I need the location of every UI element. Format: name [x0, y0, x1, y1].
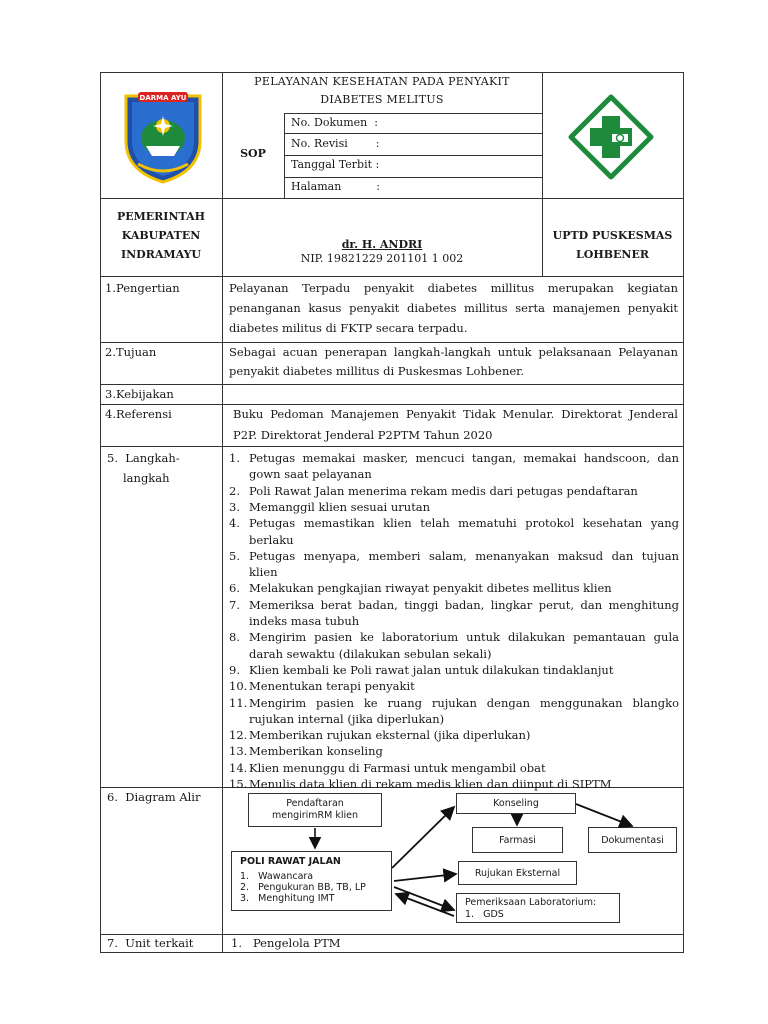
step-number: 6.	[229, 581, 240, 596]
org-left-line1: PEMERINTAH	[116, 210, 206, 223]
org-right-line1: UPTD PUSKESMAS	[552, 229, 673, 242]
section-diagram-label: 6. Diagram Alir	[107, 790, 201, 804]
step-number: 4.	[229, 516, 240, 531]
step-text: indeks masa tubuh	[249, 614, 360, 628]
step-text: Memanggil klien sesuai urutan	[249, 499, 431, 514]
section-referensi-label: 4.Referensi	[105, 407, 172, 421]
node-rujukan-eksternal: Rujukan Eksternal	[458, 861, 577, 885]
step-text: darah sewaktu (dilakukan sebulan sekali)	[249, 646, 492, 661]
step-number: 2.	[229, 483, 240, 498]
node-dokumentasi: Dokumentasi	[588, 827, 677, 853]
arrow-konseling-to-dokumentasi	[576, 804, 632, 826]
node-lab-line1: Pemeriksaan Laboratorium:	[465, 897, 597, 908]
pengertian-line1: Pelayanan Terpadu penyakit diabetes millitus merupakan kegiatan	[229, 281, 678, 295]
step-text: berlaku	[249, 532, 294, 547]
pengertian-line2: penanganan kasus penyakit diabetes millitus serta manajemen penyakit	[229, 301, 678, 315]
node-pendaftaran-line1: Pendaftaran	[286, 798, 344, 809]
step-text: Menulis data klien di rekam medis klien dan diinput di SIPTM	[249, 777, 612, 791]
tujuan-line2: penyakit diabetes millitus di Puskesmas Lohbener.	[229, 364, 525, 378]
node-poli-item-3: 3. Menghitung IMT	[240, 893, 335, 904]
org-left-line2: KABUPATEN	[121, 229, 201, 242]
sop-title-line1: PELAYANAN KESEHATAN PADA PENYAKIT	[254, 75, 510, 88]
step-number: 8.	[229, 630, 240, 645]
section-langkah-label-2: langkah	[123, 471, 170, 485]
node-poli-title: POLI RAWAT JALAN	[240, 856, 341, 867]
step-text: Memeriksa berat badan, tinggi badan, lingkar perut, dan menghitung	[249, 597, 679, 612]
step-text: Klien kembali ke Poli rawat jalan untuk dilakukan tindaklanjut	[249, 662, 614, 677]
arrow-poli-to-konseling	[392, 807, 454, 868]
page-field: Halaman :	[291, 180, 380, 193]
arrow-lab-to-poli	[396, 894, 454, 916]
step-text: Klien menunggu di Farmasi untuk mengambil obat	[249, 760, 546, 775]
node-farmasi: Farmasi	[472, 827, 563, 853]
step-text: gown saat pelayanan	[249, 467, 372, 482]
step-text: klien	[249, 565, 278, 580]
step-number: 5.	[229, 548, 240, 563]
step-text: Mengirim pasien ke laboratorium untuk dilakukan pemantauan gula	[249, 630, 679, 645]
step-number: 15.	[229, 777, 248, 791]
step-text: Petugas memastikan klien telah mematuhi protokol kesehatan yang	[249, 516, 679, 531]
step-number: 3.	[229, 499, 240, 514]
step-text: Melakukan pengkajian riwayat penyakit dibetes mellitus klien	[249, 581, 612, 596]
section-tujuan-label: 2.Tujuan	[105, 345, 157, 359]
step-text: Memberikan rujukan eksternal (jika diperlukan)	[249, 728, 531, 743]
signer-nip: NIP. 19821229 201101 1 002	[300, 252, 464, 265]
org-right-line2: LOHBENER	[576, 248, 649, 261]
referensi-line1: Buku Pedoman Manajemen Penyakit Tidak Menular. Direktorat Jenderal	[233, 407, 678, 421]
node-lab-line2: 1. GDS	[465, 909, 504, 920]
arrow-poli-to-lab	[394, 887, 454, 910]
unit-item-1: 1. Pengelola PTM	[231, 936, 341, 950]
step-text: Menentukan terapi penyakit	[249, 679, 415, 694]
referensi-line2: P2P. Direktorat Jenderal P2PTM Tahun 2020	[233, 428, 493, 442]
step-number: 11.	[229, 695, 248, 710]
section-kebijakan-label: 3.Kebijakan	[105, 387, 174, 401]
section-pengertian-label: 1.Pengertian	[105, 281, 180, 295]
signer-name: dr. H. ANDRI	[341, 238, 423, 251]
step-number: 13.	[229, 744, 248, 759]
step-text: Memberikan konseling	[249, 744, 383, 759]
node-konseling: Konseling	[456, 793, 576, 814]
sop-label: SOP	[240, 147, 266, 160]
logo-banner-text: DARMA AYU	[139, 94, 187, 102]
doc-number-field: No. Dokumen :	[291, 116, 378, 129]
step-text: rujukan internal (jika diperlukan)	[249, 711, 445, 726]
tujuan-line1: Sebagai acuan penerapan langkah-langkah untuk pelaksanaan Pelayanan	[229, 345, 678, 359]
step-text: Poli Rawat Jalan menerima rekam medis dari petugas pendaftaran	[249, 483, 638, 498]
step-number: 1.	[229, 451, 240, 465]
step-number: 10.	[229, 679, 248, 694]
org-left-line3: INDRAMAYU	[120, 248, 202, 261]
sop-title-line2: DIABETES MELITUS	[320, 93, 444, 106]
step-text: Petugas memakai masker, mencuci tangan, memakai handscoon, dan	[249, 451, 679, 465]
section-langkah-label: 5. Langkah-	[107, 451, 180, 465]
node-poli-item-1: 1. Wawancara	[240, 871, 314, 882]
step-number: 14.	[229, 760, 248, 775]
pengertian-line3: diabetes militus di FKTP secara terpadu.	[229, 321, 468, 335]
section-unit-label: 7. Unit terkait	[107, 936, 194, 950]
revision-field: No. Revisi :	[291, 137, 380, 150]
step-text: Petugas menyapa, memberi salam, menanyakan maksud dan tujuan	[249, 548, 679, 563]
step-text: Mengirim pasien ke ruang rujukan dengan menggunakan blangko	[249, 695, 679, 710]
step-number: 7.	[229, 597, 240, 612]
arrow-poli-to-rujukan	[394, 874, 456, 881]
node-pendaftaran-line2: mengirimRM klien	[271, 810, 359, 821]
node-poli-item-2: 2. Pengukuran BB, TB, LP	[240, 882, 366, 893]
step-number: 12.	[229, 728, 248, 743]
issue-date-field: Tanggal Terbit :	[291, 158, 380, 171]
step-number: 9.	[229, 662, 240, 677]
